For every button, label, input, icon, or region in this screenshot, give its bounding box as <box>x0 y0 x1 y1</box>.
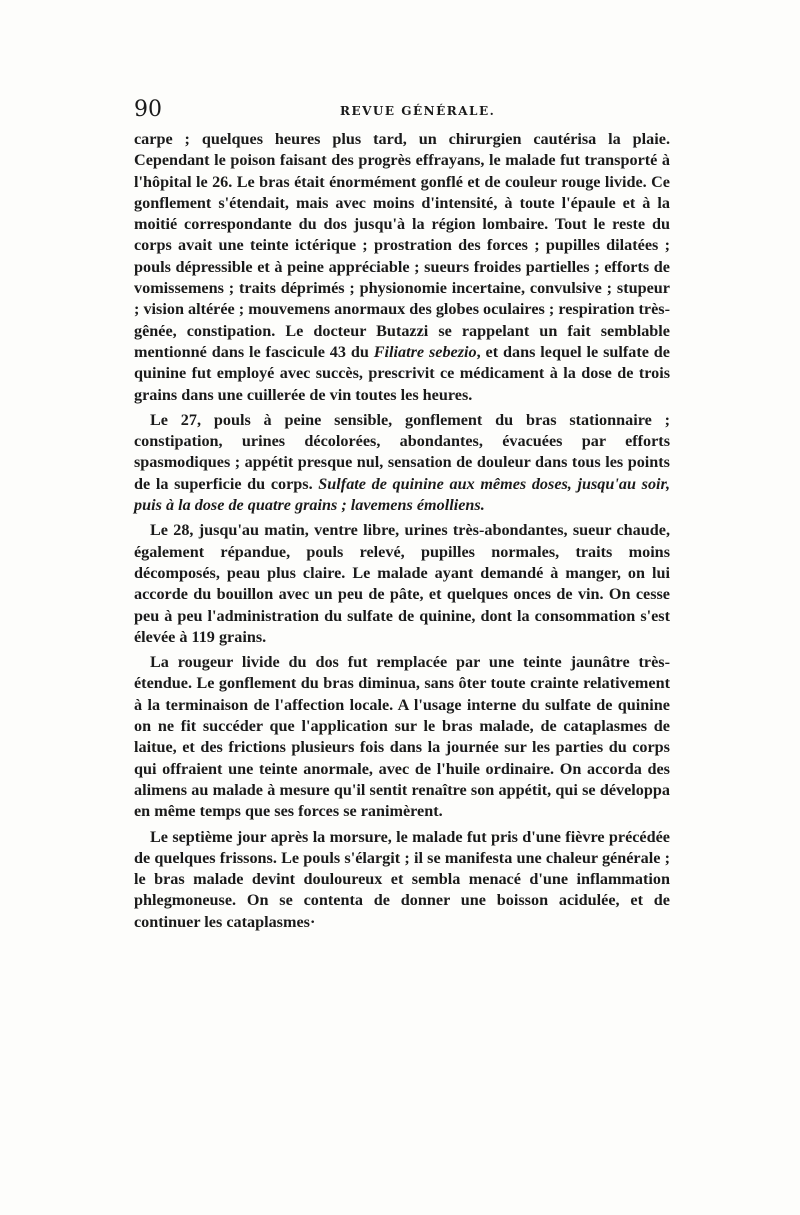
paragraph <box>134 520 670 648</box>
page-number: 90 <box>134 97 162 122</box>
paragraph <box>134 652 670 822</box>
text-segment: , et dans lequel le sulfate de quinine fut employé avec succès, prescrivit ce médicament à la dose de trois grains dans une cuillerée de vin toutes les heures. <box>134 342 670 404</box>
italic-segment: Sulfate de quinine aux mêmes doses, jusqu'au soir, puis à la dose de quatre grains ; lavemens émolliens. <box>134 474 670 515</box>
paragraph <box>134 827 670 933</box>
text-segment: Le septième jour après la morsure, le malade fut pris d'une fièvre précédée de quelques frissons. Le pouls s'élargit ; il se manifesta une chaleur générale ; le bras malade devint douloureux et sembla menacé d'une inflammation phlegmoneuse. On se contenta de donner une boisson acidulée, et de continuer les cataplasmes· <box>134 827 670 931</box>
text-segment: La rougeur livide du dos fut remplacée par une teinte jaunâtre très-étendue. Le gonflement du bras diminua, sans ôter toute crainte relativement à la terminaison de l'affection locale. A l'usage interne du sulfate de quinine on ne fit succéder que l'application sur le bras malade, de cataplasmes de laitue, et des frictions plusieurs fois dans la journée sur les parties du corps qui offraient une teinte anormale, avec de l'huile ordinaire. On accorda des alimens au malade à mesure qu'il sentit renaître son appétit, qui se développa en même temps que ses forces se ranimèrent. <box>134 653 670 821</box>
body-text <box>134 129 670 933</box>
text-segment: Le 27, pouls à peine sensible, gonflement du bras stationnaire ; constipation, urines décolorées, abondantes, évacuées par efforts spasmodiques ; appétit presque nul, sensation de douleur dans tous les points de la superficie du corps. <box>134 410 670 493</box>
text-segment: carpe ; quelques heures plus tard, un chirurgien cautérisa la plaie. Cependant le poison faisant des progrès effrayans, le malade fut transporté à l'hôpital le 26. Le bras était énormément gonflé et de couleur rouge livide. Ce gonflement s'étendait, mais avec moins d'intensité, à toute l'épaule et à la moitié correspondante du dos jusqu'à la région lombaire. Tout le reste du corps avait une teinte ictérique ; prostration des forces ; pupilles dilatées ; pouls dépressible et à peine appréciable ; sueurs froides partielles ; efforts de vomissemens ; traits déprimés ; physionomie incertaine, convulsive ; stupeur ; vision altérée ; mouvemens anormaux des globes oculaires ; respiration très-gênée, constipation. Le docteur Butazzi se rappelant un fait semblable mentionné dans le fascicule 43 du <box>134 130 670 361</box>
running-head: REVUE GÉNÉRALE. <box>340 104 496 118</box>
italic-segment: Filiatre sebezio <box>373 342 477 361</box>
page-header <box>134 98 670 122</box>
text-segment: Le 28, jusqu'au matin, ventre libre, urines très-abondantes, sueur chaude, également répandue, pouls relevé, pupilles normales, traits moins décomposés, peau plus claire. Le malade ayant demandé à manger, on lui accorde du bouillon avec un peu de pâte, et quelques onces de vin. On cesse peu à peu l'administration du sulfate de quinine, dont la consommation s'est élevée à 119 grains. <box>134 521 670 646</box>
paragraph <box>134 129 670 406</box>
paragraph <box>134 410 670 516</box>
